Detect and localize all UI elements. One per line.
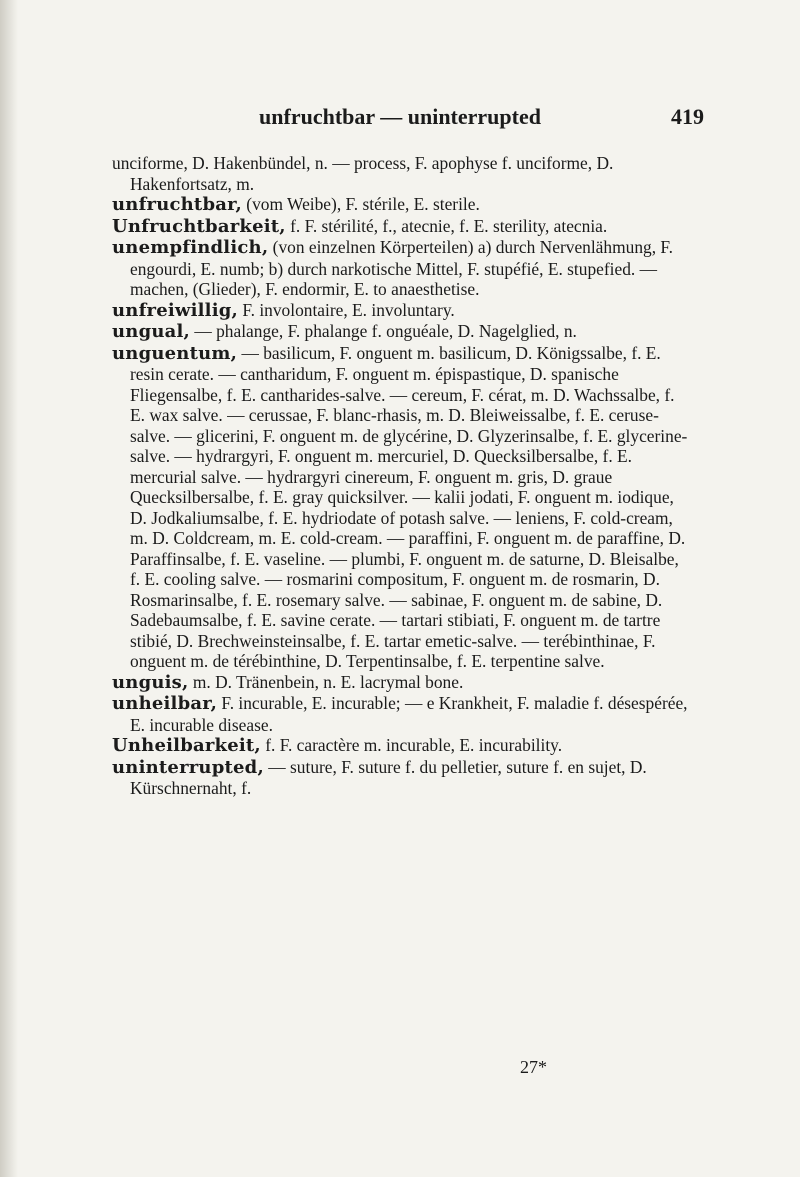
entry-headword: unfreiwillig, [112,299,238,321]
entry [112,321,692,343]
entry-text: — phalange, F. phalange f. onguéale, D. Nagelglied, n. [190,321,577,341]
entry-text: — basilicum, F. onguent m. basilicum, D. Königssalbe, f. E. resin cerate. — cantharidum, F. onguent m. épispastique, D. spanische Fliegensalbe, f. E. cantharides-salve. — cereum, F. cérat, m. D. Wachssalbe, f. E. wax salve. — cerussae, F. blanc-rhasis, m. D. Bleiweissalbe, f. E. ceruse-salve. — glicerini, F. onguent m. de glycérine, D. Glyzerinsalbe, f. E. glycerine-salve. — hydrargyri, F. onguent m. mercuriel, D. Quecksilbersalbe, f. E. mercurial salve. — hydrargyri cinereum, F. onguent m. gris, D. graue Quecksilbersalbe, f. E. gray quicksilver. — kalii jodati, F. onguent m. iodique, D. Jodkaliumsalbe, f. E. hydriodate of potash salve. — leniens, F. cold-cream, m. D. Coldcream, m. E. cold-cream. — paraffini, F. onguent m. de paraffine, D. Paraffinsalbe, f. E. vaseline. — plumbi, F. onguent m. de saturne, D. Bleisalbe, f. E. cooling salve. — rosmarini compositum, F. onguent m. de rosmarin, D. Rosmarinsalbe, f. E. rosemary salve. — sabinae, F. onguent m. de sabine, D. Sadebaumsalbe, f. E. savine cerate. — tartari stibiati, F. onguent m. de tartre stibié, D. Brechweinsteinsalbe, f. E. tartar emetic-salve. — terébinthinae, F. onguent m. de térébinthine, D. Terpentinsalbe, f. E. terpentine salve. [130,342,688,671]
entry [112,757,692,799]
entry-headword: unheilbar, [112,693,218,714]
entry-text: (von einzelnen Körperteilen) a) durch Nervenlähmung, F. engourdi, E. numb; b) durch narkotische Mittel, F. stupéfié, E. stupefied. — machen, (Glieder), F. endormir, E. to anaesthetise. [130,237,674,299]
entry-text: m. D. Tränenbein, n. E. lacrymal bone. [188,671,464,692]
entry-headword: ungual, [112,321,191,342]
entry-text: unciforme, D. Hakenbündel, n. — process, F. apophyse f. unciforme, D. Hakenfortsatz, m. [112,153,614,194]
signature-mark: 27* [520,1057,547,1077]
entry-headword: unempfindlich, [112,237,269,258]
entry-text: (vom Weibe), F. stérile, E. sterile. [241,194,480,214]
entry-headword: unguentum, [112,342,238,364]
entry [112,693,692,735]
entry [112,672,692,694]
entry [112,153,692,194]
entry [112,237,692,300]
entry [112,194,692,216]
entry-text: f. F. stérilité, f., atecnie, f. E. sterility, atecnia. [285,215,608,236]
entry-headword: unfruchtbar, [112,194,242,215]
running-head-title: unfruchtbar — uninterrupted [259,104,541,129]
entry [112,300,692,322]
entry [112,343,692,672]
entry-headword: uninterrupted, [112,756,264,778]
page-edge-shadow [0,0,18,1177]
running-head [0,102,800,132]
entries-column [112,153,692,799]
page-number: 419 [671,104,704,129]
entry [112,735,692,757]
entry [112,216,692,238]
entry-text: f. F. caractère m. incurable, E. incurability. [260,735,563,755]
entry-headword: Unfruchtbarkeit, [112,215,286,237]
entry-text: F. incurable, E. incurable; — e Krankheit, F. maladie f. désespérée, E. incurable disease. [130,693,688,735]
entry-headword: unguis, [112,671,189,693]
entry-text: F. involontaire, E. involuntary. [238,299,455,320]
entry-text: — suture, F. suture f. du pelletier, suture f. en sujet, D. Kürschnernaht, f. [130,756,647,798]
entry-headword: Unheilbarkeit, [112,735,261,756]
